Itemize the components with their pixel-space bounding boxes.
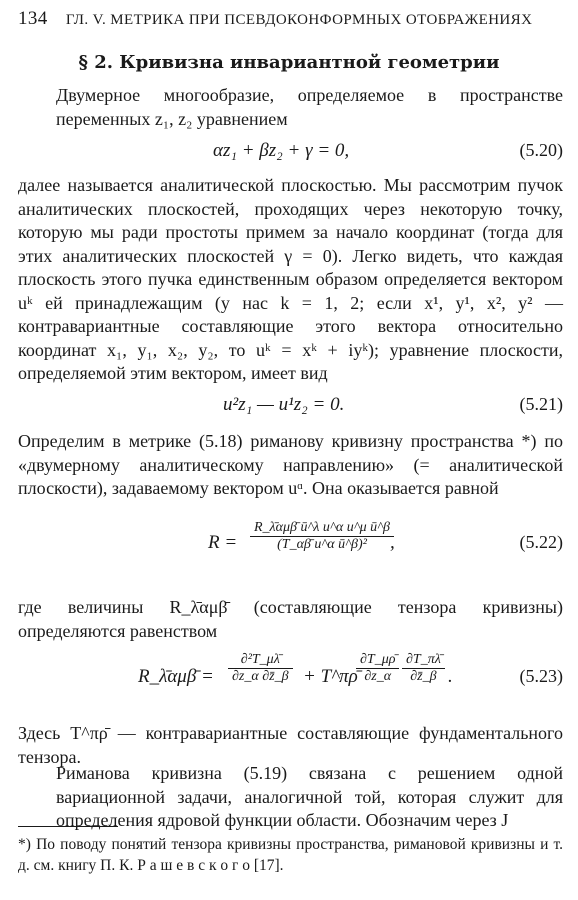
- equation-5-23-frac2-num: ∂T_μρ̄: [356, 652, 399, 669]
- equation-5-23-frac1-num: ∂²T_μλ̄: [228, 652, 293, 669]
- equation-5-23-plus: + T^πρ̄: [303, 666, 358, 687]
- equation-5-23-label: (5.23): [519, 666, 563, 686]
- paragraph-6-text: Риманова кривизна (5.19) связана с решением одной вариационной задачи, аналогичной той, которая служит для определения ядровой функции области. Обозначим через J: [56, 763, 563, 830]
- paragraph-1: [18, 84, 563, 131]
- equation-5-23-frac3: [402, 652, 445, 685]
- paragraph-1-text: Двумерное многообразие, определяемое в пространстве переменных z₁, z₂ уравнением: [56, 85, 563, 129]
- equation-5-23-frac1-den: ∂z_α ∂z̄_β: [232, 669, 289, 684]
- equation-5-22-lhs: R =: [208, 532, 238, 553]
- equation-5-22-tail: ,: [390, 532, 395, 553]
- footnote: *) По поводу понятий тензора кривизны пространства, римановой кривизны и т. д. см. книгу П. К. Р а ш е в с к о г о [17].: [18, 836, 563, 874]
- paragraph-5: Здесь T^πρ̄ — контравариантные составляющие фундаментального тензора.: [18, 723, 563, 767]
- footnote-rule: [18, 826, 118, 827]
- equation-5-22-denominator: (T_αβ̄ u^α ū^β)²: [277, 537, 367, 552]
- equation-5-23: [18, 652, 563, 708]
- equation-5-23-tail: .: [448, 666, 453, 687]
- equation-5-23-frac3-num: ∂T_πλ̄: [402, 652, 445, 669]
- running-header: [18, 8, 563, 30]
- equation-5-20-formula: αz₁ + βz₂ + γ = 0,: [213, 140, 350, 161]
- equation-5-23-frac2: [356, 652, 399, 685]
- paragraph-2: далее называется аналитической плоскостью. Мы рассмотрим пучок аналитических плоскостей, проходящих через некоторую точку, которую мы ради простоты примем за начало координат (тогда для этих аналитических плоскостей γ = 0). Легко видеть, что каждая плоскость этого пучка единственным образом определяется вектором uᵏ ей принадлежащим (у нас k = 1, 2; если x¹, y¹, x², y² — контравариантные составляющие этого вектора относительно координат x₁, y₁, x₂, y₂, то uᵏ = xᵏ + iyᵏ); уравнение плоскости, определяемой этим вектором, имеет вид: [18, 175, 563, 383]
- equation-5-21-formula: u²z₁ — u¹z₂ = 0.: [223, 394, 345, 415]
- paragraph-3: Определим в метрике (5.18) риманову кривизну пространства *) по «двумерному аналитическому направлению» (= аналитической плоскости), задаваемому вектором uᵅ. Она оказывается равной: [18, 431, 563, 498]
- equation-5-23-frac1: [228, 652, 293, 685]
- equation-5-23-frac2-den: ∂z_α: [364, 669, 392, 684]
- equation-5-20-label: (5.20): [519, 140, 563, 160]
- paragraph-4: где величины R_λ̄αμβ̄ (составляющие тензора кривизны) определяются равенством: [18, 597, 563, 641]
- equation-5-21: [18, 394, 563, 434]
- equation-5-23-lhs: R_λ̄αμβ̄ =: [138, 666, 214, 687]
- paragraph-6: [18, 762, 563, 833]
- running-title: ГЛ. V. МЕТРИКА ПРИ ПСЕВДОКОНФОРМНЫХ ОТОБРАЖЕНИЯХ: [65, 12, 533, 28]
- equation-5-22-numerator: R_λ̄αμβ̄ ū^λ u^α u^μ ū^β: [250, 520, 394, 537]
- equation-5-21-label: (5.21): [519, 394, 563, 414]
- page-number: 134: [18, 8, 48, 29]
- equation-5-22: [18, 520, 563, 580]
- section-title: § 2. Кривизна инвариантной геометрии: [78, 52, 500, 73]
- equation-5-22-fraction: [250, 520, 394, 553]
- equation-5-22-label: (5.22): [519, 532, 563, 552]
- equation-5-23-frac3-den: ∂z̄_β: [410, 669, 437, 684]
